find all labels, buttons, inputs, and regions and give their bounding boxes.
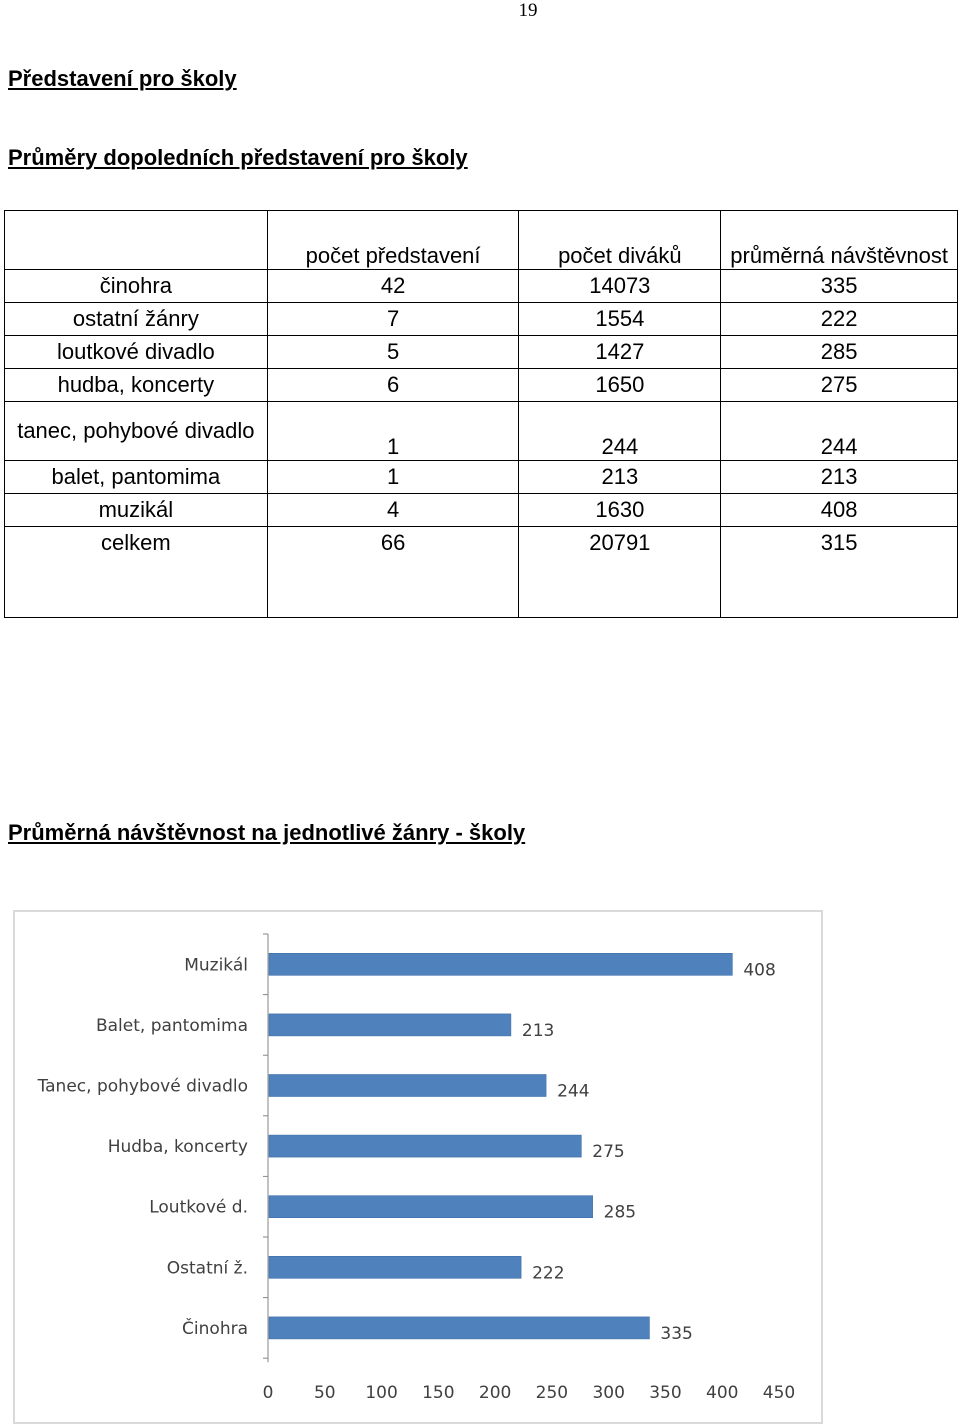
bar bbox=[269, 1075, 546, 1097]
cell-genre: tanec, pohybové divadlo bbox=[5, 402, 268, 461]
table-row bbox=[5, 336, 958, 369]
category-label: Tanec, pohybové divadlo bbox=[37, 1076, 248, 1097]
cell-average: 408 bbox=[721, 494, 958, 527]
cell-genre: loutkové divadlo bbox=[5, 336, 268, 369]
cell-genre: muzikál bbox=[5, 494, 268, 527]
header-average: průměrná návštěvnost bbox=[721, 211, 958, 270]
category-label: Loutkové d. bbox=[149, 1197, 248, 1218]
empty-cell bbox=[5, 587, 268, 618]
table-spacer-row bbox=[5, 587, 958, 618]
table-heading: Průměry dopoledních představení pro školy bbox=[8, 145, 468, 170]
table-row bbox=[5, 369, 958, 402]
cell-performances: 1 bbox=[267, 402, 519, 461]
header-spectators: počet diváků bbox=[519, 211, 721, 270]
category-label: Hudba, koncerty bbox=[107, 1137, 248, 1158]
table-header-row bbox=[5, 211, 958, 270]
empty-cell bbox=[267, 559, 519, 587]
cell-average: 285 bbox=[721, 336, 958, 369]
bar-chart bbox=[13, 910, 823, 1424]
x-tick-label: 50 bbox=[313, 1383, 336, 1403]
cell-spectators: 213 bbox=[519, 461, 721, 494]
x-tick-label: 200 bbox=[478, 1383, 512, 1403]
cell-performances: 1 bbox=[267, 461, 519, 494]
header-genre bbox=[5, 211, 268, 270]
cell-genre: hudba, koncerty bbox=[5, 369, 268, 402]
cell-spectators: 20791 bbox=[519, 527, 721, 560]
category-label: Činohra bbox=[182, 1318, 248, 1339]
cell-performances: 5 bbox=[267, 336, 519, 369]
x-tick-label: 300 bbox=[592, 1383, 625, 1403]
cell-performances: 42 bbox=[267, 270, 519, 303]
cell-performances: 6 bbox=[267, 369, 519, 402]
empty-cell bbox=[721, 559, 958, 587]
table-row bbox=[5, 303, 958, 336]
table-spacer-row bbox=[5, 559, 958, 587]
cell-average: 244 bbox=[721, 402, 958, 461]
data-label: 408 bbox=[743, 960, 776, 981]
cell-genre: celkem bbox=[5, 527, 268, 560]
table-row bbox=[5, 494, 958, 527]
header-performances: počet představení bbox=[267, 211, 519, 270]
x-tick-label: 250 bbox=[535, 1383, 569, 1403]
data-label: 244 bbox=[557, 1081, 590, 1102]
table-row bbox=[5, 461, 958, 494]
attendance-table bbox=[4, 210, 958, 618]
cell-average: 335 bbox=[721, 270, 958, 303]
cell-performances: 7 bbox=[267, 303, 519, 336]
category-label: Muzikál bbox=[184, 955, 248, 976]
data-label: 213 bbox=[521, 1020, 555, 1041]
bar bbox=[269, 953, 732, 975]
bar-chart-svg bbox=[15, 912, 821, 1422]
bar bbox=[269, 1135, 581, 1157]
empty-cell bbox=[519, 559, 721, 587]
x-tick-label: 350 bbox=[649, 1383, 682, 1403]
bar bbox=[269, 1014, 511, 1036]
cell-genre: činohra bbox=[5, 270, 268, 303]
x-tick-label: 450 bbox=[762, 1383, 796, 1403]
page-number: 19 bbox=[518, 0, 538, 21]
cell-performances: 4 bbox=[267, 494, 519, 527]
cell-spectators: 1427 bbox=[519, 336, 721, 369]
bar bbox=[269, 1256, 521, 1278]
x-tick-label: 100 bbox=[365, 1383, 398, 1403]
cell-genre: balet, pantomima bbox=[5, 461, 268, 494]
cell-spectators: 14073 bbox=[519, 270, 721, 303]
section-heading: Představení pro školy bbox=[8, 66, 237, 91]
table-row bbox=[5, 270, 958, 303]
cell-spectators: 1554 bbox=[519, 303, 721, 336]
x-tick-label: 0 bbox=[262, 1383, 274, 1403]
cell-average: 222 bbox=[721, 303, 958, 336]
data-label: 275 bbox=[592, 1142, 625, 1163]
bar bbox=[269, 1317, 649, 1339]
data-label: 285 bbox=[603, 1202, 637, 1223]
chart-heading: Průměrná návštěvnost na jednotlivé žánry - školy bbox=[8, 820, 526, 845]
cell-genre: ostatní žánry bbox=[5, 303, 268, 336]
cell-average: 315 bbox=[721, 527, 958, 560]
category-label: Balet, pantomima bbox=[95, 1015, 248, 1036]
cell-spectators: 244 bbox=[519, 402, 721, 461]
x-tick-label: 150 bbox=[422, 1383, 455, 1403]
empty-cell bbox=[267, 587, 519, 618]
empty-cell bbox=[721, 587, 958, 618]
empty-cell bbox=[5, 559, 268, 587]
x-tick-label: 400 bbox=[706, 1383, 739, 1403]
table-total-row bbox=[5, 527, 958, 560]
cell-performances: 66 bbox=[267, 527, 519, 560]
cell-spectators: 1650 bbox=[519, 369, 721, 402]
category-label: Ostatní ž. bbox=[166, 1258, 248, 1279]
bar bbox=[269, 1196, 593, 1218]
data-label: 222 bbox=[532, 1263, 565, 1284]
empty-cell bbox=[519, 587, 721, 618]
data-label: 335 bbox=[660, 1323, 693, 1344]
cell-average: 275 bbox=[721, 369, 958, 402]
cell-spectators: 1630 bbox=[519, 494, 721, 527]
table-row bbox=[5, 402, 958, 461]
cell-average: 213 bbox=[721, 461, 958, 494]
